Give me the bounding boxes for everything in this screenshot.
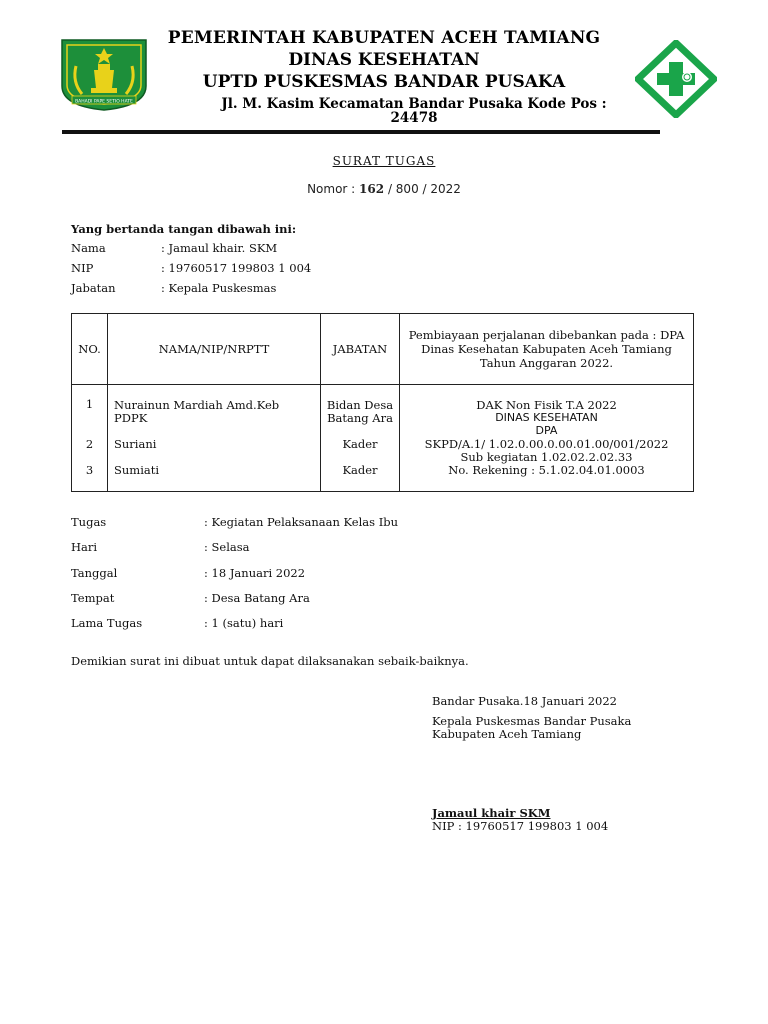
col-position [321,385,400,492]
header-postal-code: 24478 [390,110,438,126]
nomor-label: Nomor : [307,182,356,196]
signer-value-name: : Jamaul khair. SKM [161,241,278,255]
row-3-position: Kader [342,463,378,477]
funding-line-3: DPA [535,424,558,437]
header-department: DINAS KESEHATAN [288,50,480,70]
signature-nip: NIP : 19760517 199803 1 004 [432,819,609,833]
detail-label-date: Tanggal [71,566,118,580]
nomor-number: 162 [359,182,385,196]
header-position: JABATAN [321,314,400,385]
col-funding [400,385,694,492]
detail-value-task: : Kegiatan Pelaksanaan Kelas Ibu [204,515,399,529]
detail-label-day: Hari [71,540,98,554]
signer-label-position: Jabatan [71,281,116,295]
emblem-motto: BAHADI PAPE SETIO HATE [75,99,133,105]
header-funding [400,314,694,385]
signer-label-nip: NIP [71,261,94,275]
detail-value-place: : Desa Batang Ara [204,591,310,605]
header-divider [62,130,660,134]
funding-line-6: No. Rekening : 5.1.02.04.01.0003 [448,463,645,477]
detail-value-day: : Selasa [204,540,250,554]
detail-label-place: Tempat [71,591,115,605]
signature-role-1: Kepala Puskesmas Bandar Pusaka [432,714,632,728]
detail-value-duration: : 1 (satu) hari [204,616,284,630]
funding-line-2: DINAS KESEHATAN [495,411,598,424]
row-1-position: Bidan Desa [326,398,394,412]
document-number [0,182,768,196]
row-1-position-location: Batang Ara [327,411,393,425]
header-government: PEMERINTAH KABUPATEN ACEH TAMIANG [167,28,601,48]
detail-label-task: Tugas [71,515,107,529]
signature-place-date: Bandar Pusaka.18 Januari 2022 [432,694,617,708]
col-name [108,385,321,492]
detail-value-date: : 18 Januari 2022 [204,566,306,580]
closing-text: Demikian surat ini dibuat untuk dapat dilaksanakan sebaik-baiknya. [71,654,469,668]
table-header-row [72,314,694,385]
header-no: NO. [72,314,108,385]
header-unit: UPTD PUSKESMAS BANDAR PUSAKA [202,72,566,92]
nomor-rest: / 800 / 2022 [387,182,461,196]
col-no [72,385,108,492]
row-1-no: 1 [85,397,94,411]
signature-role-2: Kabupaten Aceh Tamiang [432,727,582,741]
header-address: Jl. M. Kasim Kecamatan Bandar Pusaka Kode Pos : [221,96,607,112]
row-1-name-status: PDPK [114,411,148,425]
row-1-name: Nurainun Mardiah Amd.Keb [114,398,280,412]
funding-line-1: DAK Non Fisik T.A 2022 [476,398,617,412]
assignment-table [71,313,694,492]
row-2-no: 2 [85,437,94,451]
row-2-position: Kader [342,437,378,451]
funding-header-line-2: Dinas Kesehatan Kabupaten Aceh Tamiang [421,342,672,356]
signer-value-position: : Kepala Puskesmas [161,281,277,295]
signature-name: Jamaul khair SKM [432,806,551,820]
row-3-no: 3 [85,463,94,477]
table-row [72,385,694,492]
detail-label-duration: Lama Tugas [71,616,143,630]
row-3-name: Sumiati [114,463,160,477]
signer-label-name: Nama [71,241,106,255]
funding-header-line-3: Tahun Anggaran 2022. [479,356,614,370]
row-2-name: Suriani [114,437,157,451]
header-name: NAMA/NIP/NRPTT [108,314,321,385]
intro-text: Yang bertanda tangan dibawah ini: [71,222,297,236]
funding-line-5: Sub kegiatan 1.02.02.2.02.33 [460,450,633,464]
document-title: SURAT TUGAS [332,154,436,168]
funding-header-line-1: Pembiayaan perjalanan dibebankan pada : DPA [408,328,685,342]
signer-value-nip: : 19760517 199803 1 004 [161,261,312,275]
funding-line-4: SKPD/A.1/ 1.02.0.00.0.00.01.00/001/2022 [424,437,669,451]
